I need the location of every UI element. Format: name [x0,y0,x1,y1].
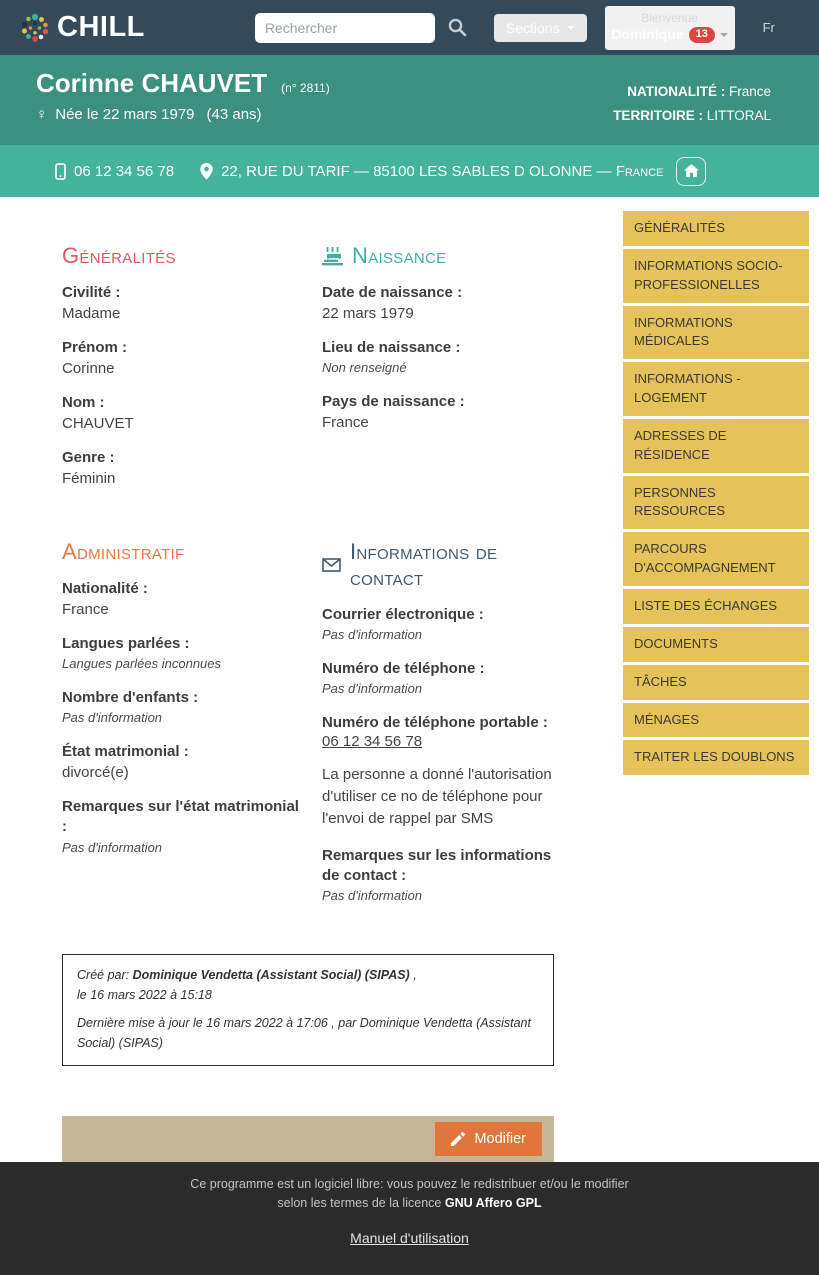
license-prefix: selon les termes de la licence [277,1196,442,1211]
chevron-down-icon [567,26,575,30]
chill-logo[interactable] [18,11,145,45]
envelope-icon [322,558,341,572]
person-age: (43 ans) [206,106,262,123]
chill-asterisk-icon [18,11,52,45]
modifier-button[interactable] [435,1122,542,1156]
field-label: Numéro de téléphone : [322,660,485,678]
mobile-phone-icon [55,163,66,180]
field-label: Pays de naissance : [322,393,465,411]
field-label: Civilité : [62,284,121,301]
manual-link[interactable]: Manuel d'utilisation [350,1229,469,1246]
field-label: Genre : [62,449,115,466]
person-header [0,55,819,145]
sidebar-item-infos-socio-professionelles[interactable]: INFORMATIONS SOCIO-PROFESSIONELLES [623,249,809,303]
field-label: Courrier électronique : [322,606,484,623]
language-switcher[interactable]: Fr [762,20,775,35]
license-line-1: Ce programme est un logiciel libre: vous pouvez le redistribuer et/ou le modifier [190,1176,629,1191]
field-value: Corinne [62,360,115,378]
section-generalites [62,207,300,503]
user-greeting: Bienvenue [641,11,698,26]
created-prefix: Créé par: [77,967,130,982]
search-icon [447,17,468,38]
field-value: CHAUVET [62,415,134,433]
section-naissance [322,207,554,503]
field-value-empty: Pas d'information [322,681,423,697]
brand-name: CHILL [57,11,145,43]
updated-line: Dernière mise à jour le 16 mars 2022 à 17:06 , par Dominique Vendetta (Assistant Social) (SIPAS) [77,1015,531,1050]
address-text: 22, RUE DU TARIF — 85100 LES SABLES D OLONNE — [221,162,612,180]
field-label: Nombre d'enfants : [62,689,199,707]
contact-title: Informations de contact [350,539,498,590]
female-icon: ♀ [36,106,48,123]
map-pin-icon [200,163,213,180]
field-label: Date de naissance : [322,284,463,301]
modifier-label: Modifier [474,1130,526,1147]
field-value-empty: Pas d'information [62,710,163,726]
sidebar-item-infos-medicales[interactable]: INFORMATIONS MÉDICALES [623,306,809,360]
person-details [62,197,554,1162]
main-area [0,197,819,1162]
administratif-title: Administratif [62,539,185,564]
created-suffix: , [413,967,417,982]
search-button[interactable] [447,17,468,38]
birth-date: Née le 22 mars 1979 [55,106,195,123]
household-button[interactable] [676,157,706,186]
generalites-title: Généralités [62,243,176,268]
house-icon [684,164,699,178]
address-country: France [615,162,664,180]
sidebar-item-personnes-ressources[interactable]: PERSONNES RESSOURCES [623,476,809,530]
sidebar-item-parcours[interactable]: PARCOURS D'ACCOMPAGNEMENT [623,532,809,586]
field-label: Prénom : [62,339,128,356]
birthday-cake-icon [322,247,343,266]
field-label: État matrimonial : [62,743,189,761]
territory-value: LITTORAL [706,107,771,123]
territory-line [613,104,771,128]
section-administratif [62,503,300,920]
territory-label: TERRITOIRE : [613,107,703,123]
field-label: Langues parlées : [62,635,190,652]
chevron-down-icon [720,33,728,37]
sections-label: Sections [505,19,560,36]
sidebar-item-infos-logement[interactable]: INFORMATIONS - LOGEMENT [623,362,809,416]
page-footer [0,1162,819,1275]
field-label: Lieu de naissance : [322,339,461,356]
sidebar-item-doublons[interactable]: TRAITER LES DOUBLONS [623,740,809,775]
field-value: Madame [62,305,121,323]
person-sidebar-menu [623,211,809,775]
field-value-empty: Pas d'information [322,888,423,904]
license-line-2 [0,1194,819,1213]
mobile-phone-link[interactable]: 06 12 34 56 78 [322,733,423,751]
naissance-title: Naissance [352,243,447,268]
field-value: Féminin [62,470,116,488]
sidebar-item-taches[interactable]: TÂCHES [623,665,809,700]
person-record-number: (n° 2811) [281,81,330,95]
sidebar-item-generalites[interactable]: GÉNÉRALITÉS [623,211,809,246]
section-informations-contact [322,503,554,920]
field-label: Nom : [62,394,105,411]
field-value-empty: Pas d'information [322,627,423,643]
field-label: Numéro de téléphone portable : [322,714,548,732]
sidebar-item-echanges[interactable]: LISTE DES ÉCHANGES [623,589,809,624]
person-name: Corinne CHAUVET [36,68,268,98]
header-phone-number: 06 12 34 56 78 [74,162,175,180]
sidebar-item-menages[interactable]: MÉNAGES [623,703,809,738]
sections-menu-button[interactable] [494,14,587,42]
field-label: Remarques sur l'état matrimonial : [62,798,299,836]
created-line [77,965,539,1005]
field-value-empty: Langues parlées inconnues [62,656,222,672]
nationality-value: France [728,84,771,99]
created-by: Dominique Vendetta (Assistant Social) (SIPAS) [132,967,410,982]
action-bar [62,1116,554,1162]
record-metadata-box [62,954,554,1066]
field-label: Nationalité : [62,580,148,597]
nationality-line [613,80,771,104]
field-value: France [322,414,369,432]
field-value-empty: Non renseigné [322,360,407,376]
quick-contact-bar [0,145,819,197]
pencil-icon [451,1132,465,1146]
field-value-empty: Pas d'information [62,839,163,855]
header-address [221,163,663,180]
top-navbar [0,0,819,55]
field-value: 22 mars 1979 [322,305,414,323]
notification-badge: 13 [689,27,715,44]
sms-authorization-note: La personne a donné l'autorisation d'utiliser ce no de téléphone pour l'envoi de rappel par SMS [322,766,552,827]
license-link[interactable]: GNU Affero GPL [444,1196,542,1211]
user-menu-button[interactable] [605,6,735,50]
field-label: Remarques sur les informations de contact : [322,846,552,884]
nationality-label: NATIONALITÉ : [627,84,726,99]
sidebar-item-adresses[interactable]: ADRESSES DE RÉSIDENCE [623,419,809,473]
created-date: le 16 mars 2022 à 15:18 [77,987,212,1002]
field-value: divorcé(e) [62,764,129,782]
user-name: Dominique [611,26,684,43]
sidebar-item-documents[interactable]: DOCUMENTS [623,627,809,662]
field-value: France [62,601,109,619]
search-input[interactable] [255,13,435,43]
